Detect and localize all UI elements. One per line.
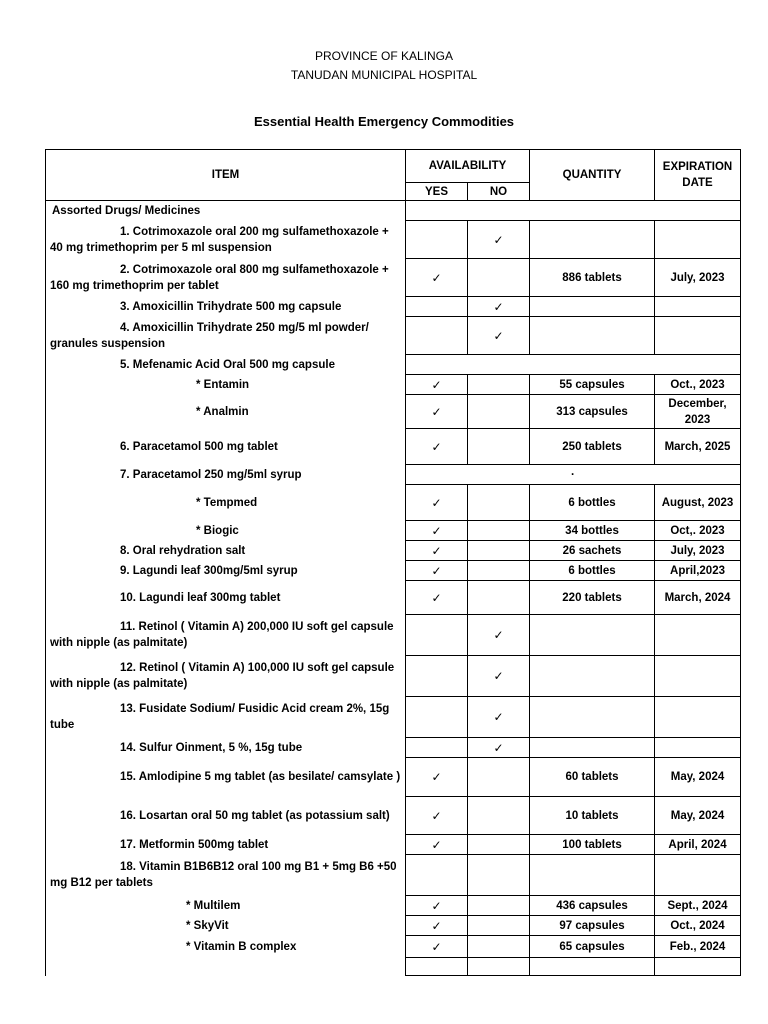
table-row	[46, 375, 741, 395]
no-cell: ✓	[468, 697, 530, 738]
expiration-cell: May, 2024	[655, 797, 741, 835]
item-cell	[46, 221, 406, 259]
table-row	[46, 855, 741, 896]
quantity-cell: 97 capsules	[530, 916, 655, 936]
item-name: Assorted Drugs/ Medicines	[52, 204, 201, 217]
table-row	[46, 201, 741, 221]
table-row	[46, 561, 741, 581]
item-cell	[46, 797, 406, 835]
item-cell	[46, 615, 406, 656]
item-cell	[46, 541, 406, 561]
quantity-cell	[530, 738, 655, 758]
no-cell: ✓	[468, 221, 530, 259]
quantity-cell: 65 capsules	[530, 936, 655, 958]
expiration-cell: May, 2024	[655, 758, 741, 797]
yes-cell: ✓	[406, 758, 468, 797]
item-cell	[46, 201, 406, 221]
expiration-cell	[655, 297, 741, 317]
item-name: 14. Sulfur Oinment, 5 %, 15g tube	[120, 741, 303, 754]
item-name: 18. Vitamin B1B6B12 oral 100 mg B1 + 5mg B6 +50 mg B12 per tablets	[50, 861, 397, 889]
item-cell	[46, 581, 406, 615]
no-cell	[468, 936, 530, 958]
table-row	[46, 697, 741, 738]
expiration-cell: March, 2024	[655, 581, 741, 615]
quantity-cell: 100 tablets	[530, 835, 655, 855]
expiration-cell	[655, 615, 741, 656]
yes-cell: ✓	[406, 395, 468, 429]
table-row	[46, 936, 741, 958]
quantity-cell: 60 tablets	[530, 758, 655, 797]
table-row	[46, 395, 741, 429]
quantity-cell	[530, 958, 655, 976]
column-header-yes: YES	[406, 183, 468, 201]
item-name: * Tempmed	[196, 496, 258, 509]
item-name: * Multilem	[186, 899, 241, 912]
item-name: 10. Lagundi leaf 300mg tablet	[120, 591, 281, 604]
item-cell	[46, 429, 406, 465]
yes-cell: ✓	[406, 485, 468, 521]
table-row	[46, 738, 741, 758]
column-header-no: NO	[468, 183, 530, 201]
item-cell	[46, 485, 406, 521]
table-row	[46, 835, 741, 855]
item-cell	[46, 896, 406, 916]
yes-cell: ✓	[406, 429, 468, 465]
expiration-cell	[655, 958, 741, 976]
table-row	[46, 521, 741, 541]
quantity-cell: 220 tablets	[530, 581, 655, 615]
no-cell: ✓	[468, 738, 530, 758]
column-header-expiration: EXPIRATION DATE	[655, 150, 741, 201]
no-cell	[468, 855, 530, 896]
quantity-cell: 250 tablets	[530, 429, 655, 465]
no-cell	[468, 758, 530, 797]
quantity-cell: 26 sachets	[530, 541, 655, 561]
expiration-cell: Oct,. 2023	[655, 521, 741, 541]
yes-cell: ✓	[406, 259, 468, 297]
quantity-cell: 313 capsules	[530, 395, 655, 429]
no-cell	[468, 896, 530, 916]
item-cell	[46, 375, 406, 395]
no-cell	[468, 395, 530, 429]
item-cell	[46, 697, 406, 738]
item-cell	[46, 916, 406, 936]
expiration-cell	[655, 738, 741, 758]
yes-cell: ✓	[406, 936, 468, 958]
item-name: 7. Paracetamol 250 mg/5ml syrup	[120, 468, 302, 481]
table-row	[46, 896, 741, 916]
item-cell	[46, 297, 406, 317]
item-cell	[46, 465, 406, 485]
table-row	[46, 297, 741, 317]
no-cell	[468, 429, 530, 465]
yes-cell	[406, 615, 468, 656]
table-row	[46, 541, 741, 561]
yes-cell: ✓	[406, 835, 468, 855]
yes-cell	[406, 958, 468, 976]
item-name: 15. Amlodipine 5 mg tablet (as besilate/ camsylate )	[120, 771, 401, 783]
item-name: 17. Metformin 500mg tablet	[120, 838, 269, 851]
quantity-cell	[530, 317, 655, 355]
item-cell	[46, 656, 406, 697]
item-cell	[46, 259, 406, 297]
hospital-heading: TANUDAN MUNICIPAL HOSPITAL	[290, 68, 478, 82]
no-cell	[468, 581, 530, 615]
no-cell	[468, 521, 530, 541]
item-cell	[46, 561, 406, 581]
table-row	[46, 958, 741, 976]
expiration-cell	[655, 855, 741, 896]
no-cell: ✓	[468, 297, 530, 317]
item-cell	[46, 521, 406, 541]
table-row	[46, 797, 741, 835]
item-name: 16. Losartan oral 50 mg tablet (as potassium salt)	[120, 809, 390, 822]
yes-cell: ✓	[406, 797, 468, 835]
yes-cell	[406, 656, 468, 697]
item-cell	[46, 855, 406, 896]
yes-cell: ✓	[406, 541, 468, 561]
quantity-cell: 6 bottles	[530, 561, 655, 581]
quantity-cell	[530, 697, 655, 738]
quantity-cell: 436 capsules	[530, 896, 655, 916]
no-cell	[468, 375, 530, 395]
quantity-cell: 55 capsules	[530, 375, 655, 395]
quantity-cell: 886 tablets	[530, 259, 655, 297]
expiration-cell: December, 2023	[655, 395, 741, 429]
no-cell	[468, 485, 530, 521]
table-row	[46, 465, 741, 485]
expiration-cell	[655, 317, 741, 355]
no-cell	[468, 797, 530, 835]
yes-cell	[406, 297, 468, 317]
table-row	[46, 355, 741, 375]
expiration-cell: July, 2023	[655, 541, 741, 561]
expiration-cell: Oct., 2024	[655, 916, 741, 936]
no-cell: ✓	[468, 317, 530, 355]
quantity-cell	[530, 656, 655, 697]
table-row	[46, 259, 741, 297]
item-cell	[46, 958, 406, 976]
item-name: 8. Oral rehydration salt	[120, 544, 246, 557]
expiration-cell	[655, 656, 741, 697]
item-name: * SkyVit	[186, 919, 229, 932]
table-row	[46, 221, 741, 259]
expiration-cell: Feb., 2024	[655, 936, 741, 958]
item-cell	[46, 738, 406, 758]
quantity-cell	[530, 221, 655, 259]
item-name: * Vitamin B complex	[186, 940, 297, 953]
table-row	[46, 758, 741, 797]
no-cell: ✓	[468, 656, 530, 697]
no-cell	[468, 958, 530, 976]
province-heading: PROVINCE OF KALINGA	[314, 49, 454, 63]
item-name: 6. Paracetamol 500 mg tablet	[120, 440, 278, 453]
yes-cell: ✓	[406, 561, 468, 581]
no-cell: ✓	[468, 615, 530, 656]
yes-cell	[406, 697, 468, 738]
expiration-cell: April, 2024	[655, 835, 741, 855]
expiration-cell: March, 2025	[655, 429, 741, 465]
yes-cell	[406, 221, 468, 259]
item-name: 3. Amoxicillin Trihydrate 500 mg capsule	[120, 300, 342, 313]
quantity-cell	[530, 855, 655, 896]
item-name: * Biogic	[196, 524, 239, 537]
merged-cell	[406, 355, 741, 375]
expiration-cell: July, 2023	[655, 259, 741, 297]
column-header-availability: AVAILABILITY	[406, 150, 530, 183]
table-row	[46, 317, 741, 355]
table-row	[46, 916, 741, 936]
yes-cell: ✓	[406, 375, 468, 395]
item-cell	[46, 395, 406, 429]
no-cell	[468, 561, 530, 581]
commodities-table	[45, 149, 741, 976]
column-header-quantity: QUANTITY	[530, 150, 655, 201]
quantity-cell: 34 bottles	[530, 521, 655, 541]
item-name: 4. Amoxicillin Trihydrate 250 mg/5 ml powder/ granules suspension	[50, 321, 369, 350]
item-name: 1. Cotrimoxazole oral 200 mg sulfamethoxazole + 40 mg trimethoprim per 5 ml suspension	[50, 225, 389, 254]
yes-cell: ✓	[406, 896, 468, 916]
expiration-cell: Sept., 2024	[655, 896, 741, 916]
table-row	[46, 429, 741, 465]
quantity-cell	[530, 297, 655, 317]
item-cell	[46, 355, 406, 375]
item-name: 12. Retinol ( Vitamin A) 100,000 IU soft gel capsule with nipple (as palmitate)	[50, 662, 395, 690]
yes-cell: ✓	[406, 521, 468, 541]
item-name: 13. Fusidate Sodium/ Fusidic Acid cream 2%, 15g tube	[50, 703, 390, 731]
item-name: * Entamin	[196, 378, 250, 391]
expiration-cell	[655, 221, 741, 259]
expiration-cell: August, 2023	[655, 485, 741, 521]
expiration-cell: April,2023	[655, 561, 741, 581]
item-name: 9. Lagundi leaf 300mg/5ml syrup	[120, 564, 298, 577]
merged-cell	[406, 201, 741, 221]
document-title: Essential Health Emergency Commodities	[253, 114, 515, 129]
item-name: 2. Cotrimoxazole oral 800 mg sulfamethoxazole + 160 mg trimethoprim per tablet	[50, 263, 389, 292]
item-cell	[46, 317, 406, 355]
item-cell	[46, 936, 406, 958]
expiration-cell	[655, 697, 741, 738]
expiration-cell: Oct., 2023	[655, 375, 741, 395]
no-cell	[468, 541, 530, 561]
no-cell	[468, 835, 530, 855]
table-row	[46, 581, 741, 615]
no-cell	[468, 259, 530, 297]
table-row	[46, 615, 741, 656]
yes-cell: ✓	[406, 916, 468, 936]
no-cell	[468, 916, 530, 936]
yes-cell	[406, 738, 468, 758]
item-name: * Analmin	[196, 405, 249, 418]
table-row	[46, 485, 741, 521]
merged-cell: ·	[406, 465, 741, 485]
item-name: 11. Retinol ( Vitamin A) 200,000 IU soft gel capsule with nipple (as palmitate)	[50, 621, 394, 649]
quantity-cell	[530, 615, 655, 656]
column-header-item: ITEM	[46, 150, 406, 201]
yes-cell	[406, 317, 468, 355]
table-row	[46, 656, 741, 697]
item-cell	[46, 835, 406, 855]
yes-cell: ✓	[406, 581, 468, 615]
yes-cell	[406, 855, 468, 896]
quantity-cell: 6 bottles	[530, 485, 655, 521]
quantity-cell: 10 tablets	[530, 797, 655, 835]
item-cell	[46, 758, 406, 797]
item-name: 5. Mefenamic Acid Oral 500 mg capsule	[120, 358, 335, 371]
